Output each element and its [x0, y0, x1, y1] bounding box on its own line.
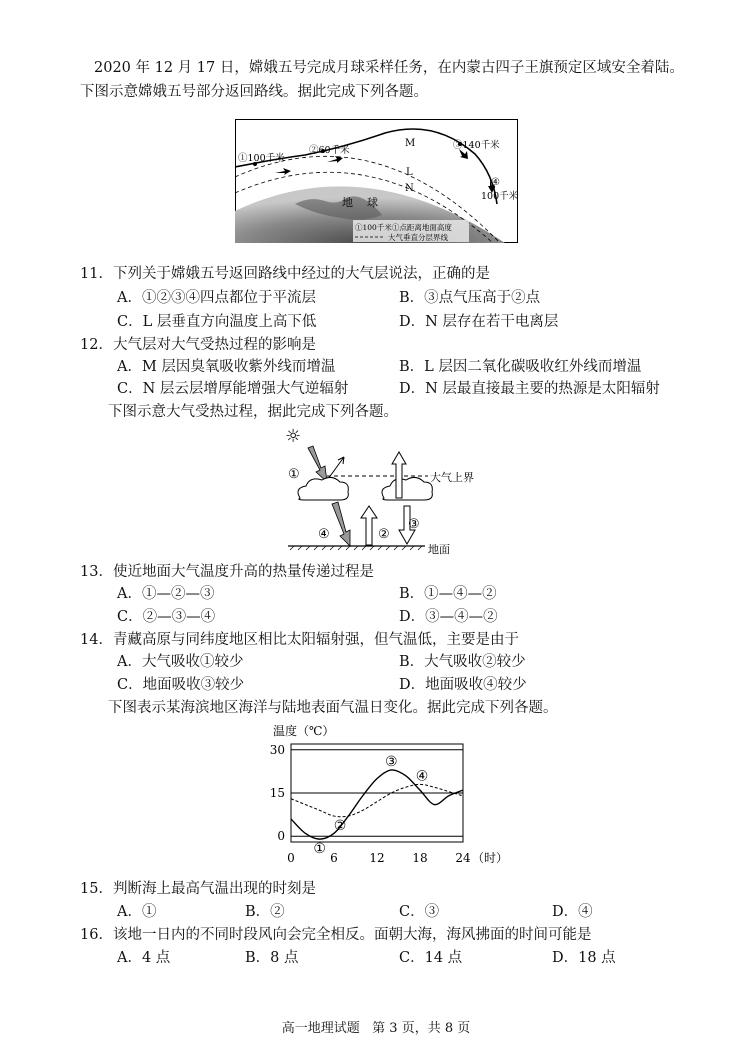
- x-tick-24: 24: [455, 851, 471, 865]
- q12-option-d: D．N 层最直接最主要的热源是太阳辐射: [399, 381, 660, 397]
- cloud-left: [298, 477, 348, 500]
- q15-option-d: D．④: [552, 904, 593, 920]
- point-2-label: ②60千米: [309, 145, 350, 156]
- layer-m-label: M: [405, 138, 416, 149]
- q11-stem: 11．下列关于嫦娥五号返回路线中经过的大气层说法，正确的是: [80, 266, 490, 282]
- point-4-value: 100千米: [481, 191, 518, 202]
- legend-boundary: 大气垂直分层界线: [388, 233, 448, 242]
- cloud-right: [382, 477, 432, 500]
- page-footer: 高一地理试题 第 3 页，共 8 页: [281, 1021, 471, 1036]
- y-tick-15: 15: [269, 786, 285, 800]
- temperature-chart: [265, 720, 515, 868]
- ground-label: 地面: [428, 543, 450, 556]
- series-1-max-label: ③: [385, 753, 398, 770]
- q13-option-c: C．②—③—④: [117, 609, 216, 625]
- q12-option-b: B．L 层因二氧化碳吸收红外线而增温: [399, 359, 642, 375]
- q11-option-a: A．①②③④四点都位于平流层: [117, 290, 316, 306]
- point-4-number: ④: [491, 177, 500, 188]
- intro-figure-3: 下图表示某海滨地区海洋与陆地表面气温日变化。据此完成下列各题。: [108, 700, 558, 716]
- q13-option-d: D．③—④—②: [399, 609, 498, 625]
- intro-figure-2: 下图示意大气受热过程，据此完成下列各题。: [108, 404, 398, 420]
- q14-option-d: D．地面吸收④较少: [399, 677, 527, 693]
- heating-process-figure: [280, 424, 500, 556]
- q16-option-c: C．14 点: [399, 950, 463, 966]
- q16-option-a: A．4 点: [117, 950, 171, 966]
- x-tick-6: 6: [330, 851, 338, 865]
- y-tick-30: 30: [269, 742, 285, 757]
- label-3: ③: [408, 517, 420, 532]
- q15-option-a: A．①: [117, 904, 157, 920]
- x-tick-0: 0: [287, 851, 295, 865]
- q14-option-b: B．大气吸收②较少: [399, 654, 526, 670]
- x-tick-12: 12: [369, 851, 385, 865]
- q14-option-c: C．地面吸收③较少: [117, 677, 245, 693]
- intro-line-1: 2020 年 12 月 17 日，嫦娥五号完成月球采样任务，在内蒙古四子王旗预定区域安全着陆。: [94, 60, 684, 76]
- q15-option-c: C．③: [399, 904, 440, 920]
- point-1-label: ①100千米: [238, 153, 285, 164]
- q14-option-a: A．大气吸收①较少: [117, 654, 244, 670]
- label-1: ①: [288, 467, 300, 482]
- q13-stem: 13．使近地面大气温度升高的热量传递过程是: [80, 564, 374, 580]
- series-2-min-label: ②: [333, 818, 347, 835]
- q13-option-a: A．①—②—③: [117, 586, 215, 602]
- q14-stem: 14．青藏高原与同纬度地区相比太阳辐射强，但气温低，主要是由于: [80, 632, 519, 648]
- earth-label: 地 球: [342, 196, 378, 209]
- q11-option-c: C．L 层垂直方向温度上高下低: [117, 314, 317, 330]
- q11-option-b: B．③点气压高于②点: [399, 290, 541, 306]
- sun-icon: ☼: [285, 426, 302, 447]
- y-tick-0: 0: [277, 829, 285, 844]
- label-2: ②: [378, 527, 390, 542]
- solar-radiation-arrow: [308, 446, 327, 482]
- q15-option-b: B．②: [245, 904, 285, 920]
- layer-n-label: N: [405, 183, 414, 194]
- series-2-max-label: ④: [415, 768, 429, 785]
- ground-absorbed-arrow: [332, 502, 350, 546]
- series-line-2: [291, 784, 463, 816]
- series-line-1: [291, 770, 463, 839]
- series-1-min-label: ①: [313, 841, 326, 858]
- q12-option-c: C．N 层云层增厚能增强大气逆辐射: [117, 381, 349, 397]
- point-3-label: ③140千米: [453, 140, 500, 151]
- q12-stem: 12．大气层对大气受热过程的影响是: [80, 337, 316, 353]
- x-tick-18: 18: [412, 851, 428, 865]
- q16-option-d: D．18 点: [552, 950, 616, 966]
- q11-option-d: D．N 层存在若干电离层: [399, 314, 559, 330]
- y-axis-label: 温度（℃）: [273, 724, 335, 738]
- q12-option-a: A．M 层因臭氧吸收紫外线而增温: [117, 359, 336, 375]
- layer-l-label: L: [406, 167, 413, 178]
- x-axis-unit: （时）: [472, 851, 509, 865]
- q13-option-b: B．①—④—②: [399, 586, 497, 602]
- intro-line-2: 下图示意嫦娥五号部分返回路线。据此完成下列各题。: [80, 84, 428, 100]
- label-4: ④: [318, 527, 330, 542]
- q15-stem: 15．判断海上最高气温出现的时刻是: [80, 881, 316, 897]
- legend-height: ①100千米①点距离地面高度: [355, 223, 452, 232]
- q16-option-b: B．8 点: [245, 950, 299, 966]
- return-route-figure: [235, 119, 518, 243]
- ground-radiation-arrow: [361, 506, 377, 545]
- atmosphere-top-label: 大气上界: [430, 471, 474, 484]
- q16-stem: 16．该地一日内的不同时段风向会完全相反。面朝大海，海风拂面的时间可能是: [80, 927, 592, 943]
